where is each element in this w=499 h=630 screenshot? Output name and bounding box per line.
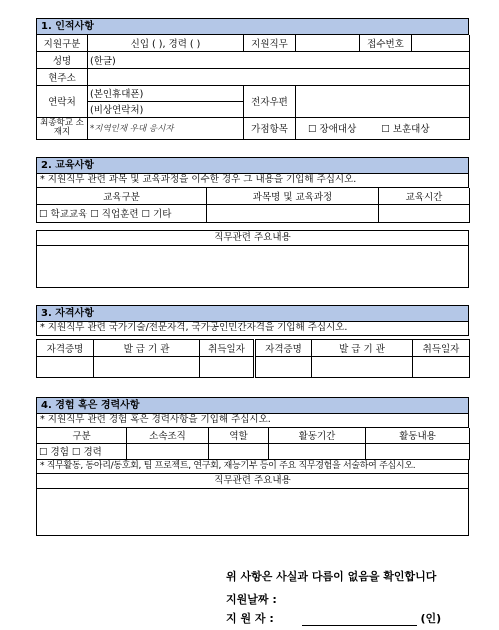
email-field[interactable] — [296, 85, 470, 117]
exp-role-header: 역할 — [209, 428, 269, 443]
exp-period-header: 활동기간 — [269, 428, 366, 443]
section-qualifications — [36, 305, 469, 378]
veteran-checkbox[interactable]: ☐ 보훈대상 — [381, 124, 430, 135]
emergency-field[interactable]: (비상연락처) — [88, 101, 244, 117]
edu-course-header: 과목명 및 교육과정 — [207, 188, 379, 204]
edu-hours-field[interactable] — [379, 204, 470, 222]
section-4-title: 4. 경험 혹은 경력사항 — [36, 397, 469, 414]
apply-type-label: 지원구분 — [37, 35, 88, 51]
signature-line[interactable] — [302, 614, 417, 626]
bonus-label: 가점항목 — [244, 117, 296, 139]
experience-table — [36, 428, 470, 460]
qual-name-field-1[interactable] — [37, 357, 94, 378]
exp-period-field[interactable] — [269, 443, 366, 459]
qual-date-header-1: 취득일자 — [200, 340, 255, 357]
exp-org-header: 소속조직 — [127, 428, 209, 443]
edu-type-header: 교육구분 — [37, 188, 207, 204]
address-field[interactable] — [88, 68, 470, 85]
qual-issuer-header-2: 발 급 기 관 — [312, 340, 413, 357]
section-1-title: 1. 인적사항 — [36, 18, 469, 35]
qualification-table — [36, 339, 470, 378]
qual-issuer-field-2[interactable] — [312, 357, 413, 378]
exp-duty-box[interactable] — [36, 474, 469, 536]
edu-type-options[interactable]: ☐ 학교교육 ☐ 직업훈련 ☐ 기타 — [37, 204, 207, 222]
qual-date-field-1[interactable] — [200, 357, 255, 378]
edu-course-field[interactable] — [207, 204, 379, 222]
receipt-label: 접수번호 — [360, 35, 412, 51]
applicant-row — [226, 610, 441, 626]
name-label: 성명 — [37, 51, 88, 68]
position-field[interactable] — [296, 35, 360, 51]
position-label: 지원직무 — [244, 35, 296, 51]
receipt-field[interactable] — [412, 35, 470, 51]
declaration-text: 위 사항은 사실과 다름이 없음을 확인합니다 — [226, 570, 437, 583]
apply-type-field[interactable]: 신입 ( ), 경력 ( ) — [88, 35, 244, 51]
qual-name-header-2: 자격증명 — [255, 340, 312, 357]
address-label: 현주소 — [37, 68, 88, 85]
qual-name-header-1: 자격증명 — [37, 340, 94, 357]
exp-role-field[interactable] — [209, 443, 269, 459]
disabled-checkbox[interactable]: ☐ 장애대상 — [308, 124, 357, 135]
bonus-options — [296, 117, 470, 139]
section-3-title: 3. 자격사항 — [36, 305, 469, 322]
section-2-title: 2. 교육사항 — [36, 157, 469, 174]
section-education — [36, 157, 469, 288]
qual-issuer-field-1[interactable] — [94, 357, 200, 378]
qual-date-header-2: 취득일자 — [413, 340, 470, 357]
qual-date-field-2[interactable] — [413, 357, 470, 378]
exp-content-field[interactable] — [366, 443, 470, 459]
date-row — [226, 591, 277, 607]
applicant-label: 지 원 자 : — [226, 612, 274, 625]
qualification-note: * 지원직무 관련 국가기술/전문자격, 국가공인민간자격을 기입해 주십시오. — [36, 322, 469, 336]
qual-issuer-header-1: 발 급 기 관 — [94, 340, 200, 357]
section-experience — [36, 397, 469, 536]
school-field[interactable]: *지역인재 우대 응시자 — [88, 117, 244, 139]
edu-duty-box[interactable] — [36, 230, 469, 288]
experience-note-2: * 직무활동, 동아리/동호회, 팀 프로젝트, 연구회, 재능기부 등이 주요 직무경험을 서술하여 주십시오. — [36, 460, 469, 474]
school-label: 최종학교 소재지 — [37, 117, 88, 139]
exp-content-header: 활동내용 — [366, 428, 470, 443]
section-personal-info — [36, 18, 469, 140]
seal-label: (인) — [420, 612, 442, 625]
exp-type-options[interactable]: ☐ 경험 ☐ 경력 — [37, 443, 127, 459]
qual-name-field-2[interactable] — [255, 357, 312, 378]
education-table — [36, 188, 470, 223]
edu-duty-title: 직무관련 주요내용 — [37, 231, 468, 246]
exp-type-header: 구분 — [37, 428, 127, 443]
mobile-field[interactable]: (본인휴대폰) — [88, 85, 244, 101]
email-label: 전자우편 — [244, 85, 296, 117]
contact-label: 연락처 — [37, 85, 88, 117]
personal-info-table — [36, 35, 470, 140]
exp-duty-title: 직무관련 주요내용 — [37, 474, 468, 489]
edu-hours-header: 교육시간 — [379, 188, 470, 204]
date-label: 지원날짜 : — [226, 593, 277, 606]
name-field[interactable]: (한글) — [88, 51, 470, 68]
education-note: * 지원직무 관련 과목 및 교육과정을 이수한 경우 그 내용을 기입해 주십시오. — [36, 174, 469, 188]
experience-note: * 지원직무 관련 경험 혹은 경력사항을 기입해 주십시오. — [36, 414, 469, 428]
exp-org-field[interactable] — [127, 443, 209, 459]
